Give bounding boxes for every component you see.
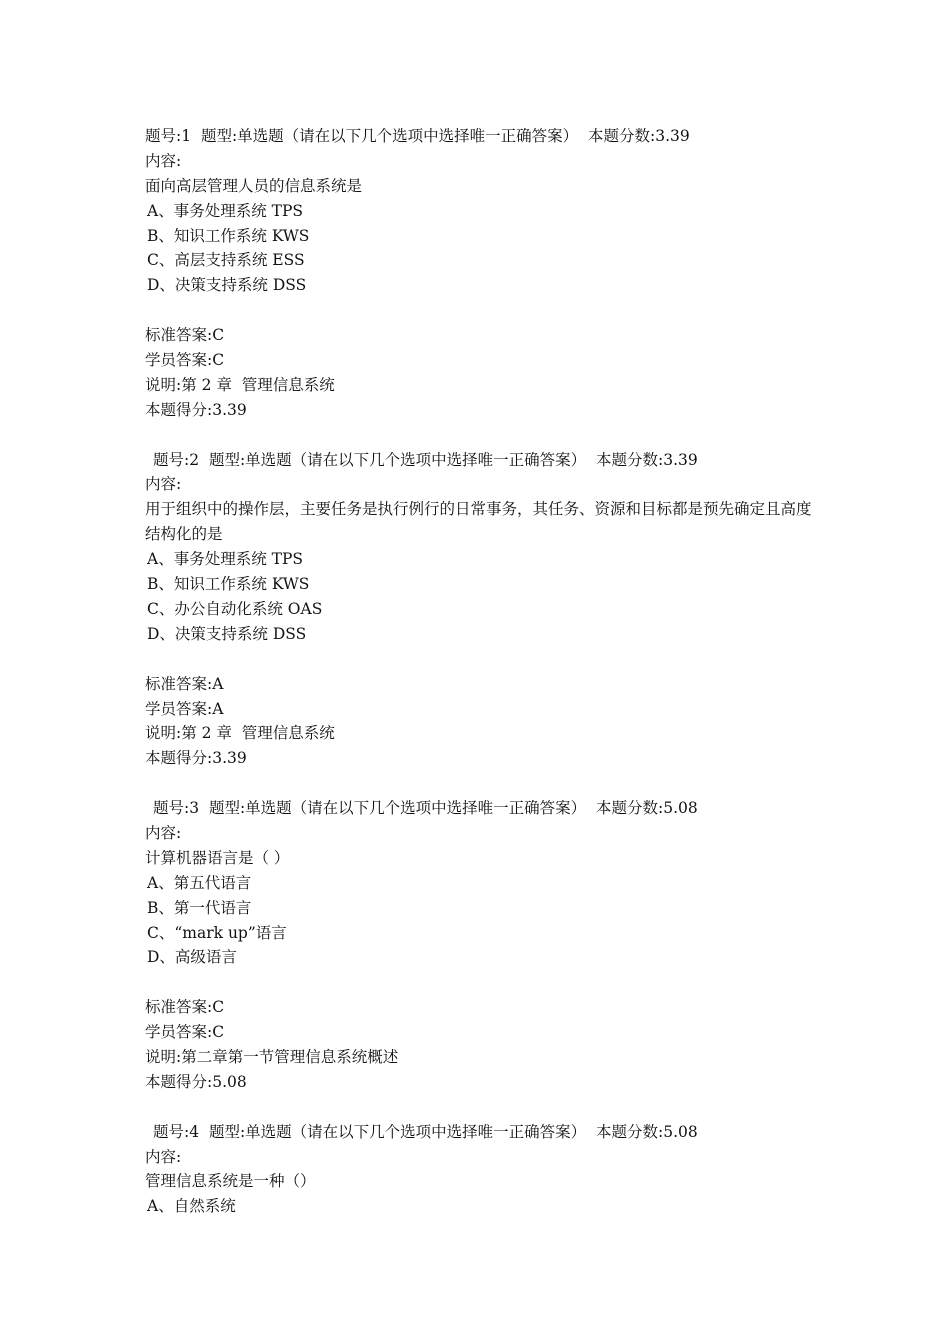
option-b: B、第一代语言 bbox=[147, 898, 252, 917]
question-2 bbox=[145, 448, 825, 797]
option-a: A、事务处理系统 TPS bbox=[147, 201, 304, 220]
content-label: 内容: bbox=[145, 823, 182, 842]
spacer bbox=[145, 298, 825, 323]
explanation: 说明:第二章第一节管理信息系统概述 bbox=[145, 1047, 399, 1066]
question-text: 用于组织中的操作层，主要任务是执行例行的日常事务，其任务、资源和目标都是预先确定且高度结构化的是 bbox=[145, 500, 812, 544]
spacer bbox=[145, 647, 825, 672]
question-header: 题号:1 题型:单选题（请在以下几个选项中选择唯一正确答案） 本题分数:3.39 bbox=[145, 127, 690, 145]
question-text: 管理信息系统是一种（） bbox=[145, 1172, 316, 1191]
spacer bbox=[145, 1095, 825, 1120]
option-a: A、事务处理系统 TPS bbox=[147, 550, 304, 569]
question-text: 计算机器语言是（ ） bbox=[145, 848, 290, 867]
option-a: A、第五代语言 bbox=[147, 873, 252, 892]
question-4 bbox=[145, 1120, 825, 1220]
question-1 bbox=[145, 124, 825, 448]
option-c: C、高层支持系统 ESS bbox=[147, 251, 305, 270]
score: 本题得分:3.39 bbox=[145, 749, 247, 768]
explanation: 说明:第 2 章 管理信息系统 bbox=[145, 724, 335, 743]
question-3 bbox=[145, 796, 825, 1120]
spacer bbox=[145, 423, 825, 448]
standard-answer: 标准答案:A bbox=[145, 674, 224, 693]
option-d: D、决策支持系统 DSS bbox=[147, 624, 307, 643]
option-d: D、高级语言 bbox=[147, 948, 237, 967]
explanation: 说明:第 2 章 管理信息系统 bbox=[145, 375, 335, 394]
option-a: A、自然系统 bbox=[147, 1197, 236, 1216]
spacer bbox=[145, 970, 825, 995]
student-answer: 学员答案:A bbox=[145, 699, 224, 718]
document-page bbox=[145, 124, 825, 1219]
student-answer: 学员答案:C bbox=[145, 1023, 225, 1042]
option-c: C、“mark up”语言 bbox=[147, 923, 287, 942]
question-text: 面向高层管理人员的信息系统是 bbox=[145, 176, 363, 195]
spacer bbox=[145, 771, 825, 796]
content-label: 内容: bbox=[145, 1147, 182, 1166]
score: 本题得分:5.08 bbox=[145, 1072, 247, 1091]
student-answer: 学员答案:C bbox=[145, 351, 225, 370]
question-header: 题号:2 题型:单选题（请在以下几个选项中选择唯一正确答案） 本题分数:3.39 bbox=[153, 450, 698, 469]
question-header: 题号:3 题型:单选题（请在以下几个选项中选择唯一正确答案） 本题分数:5.08 bbox=[153, 799, 698, 818]
option-c: C、办公自动化系统 OAS bbox=[147, 599, 323, 618]
standard-answer: 标准答案:C bbox=[145, 998, 225, 1017]
option-b: B、知识工作系统 KWS bbox=[147, 226, 310, 245]
content-label: 内容: bbox=[145, 475, 182, 494]
standard-answer: 标准答案:C bbox=[145, 326, 225, 345]
score: 本题得分:3.39 bbox=[145, 400, 247, 419]
option-d: D、决策支持系统 DSS bbox=[147, 276, 307, 295]
question-header: 题号:4 题型:单选题（请在以下几个选项中选择唯一正确答案） 本题分数:5.08 bbox=[153, 1122, 698, 1141]
option-b: B、知识工作系统 KWS bbox=[147, 575, 310, 594]
content-label: 内容: bbox=[145, 151, 182, 170]
